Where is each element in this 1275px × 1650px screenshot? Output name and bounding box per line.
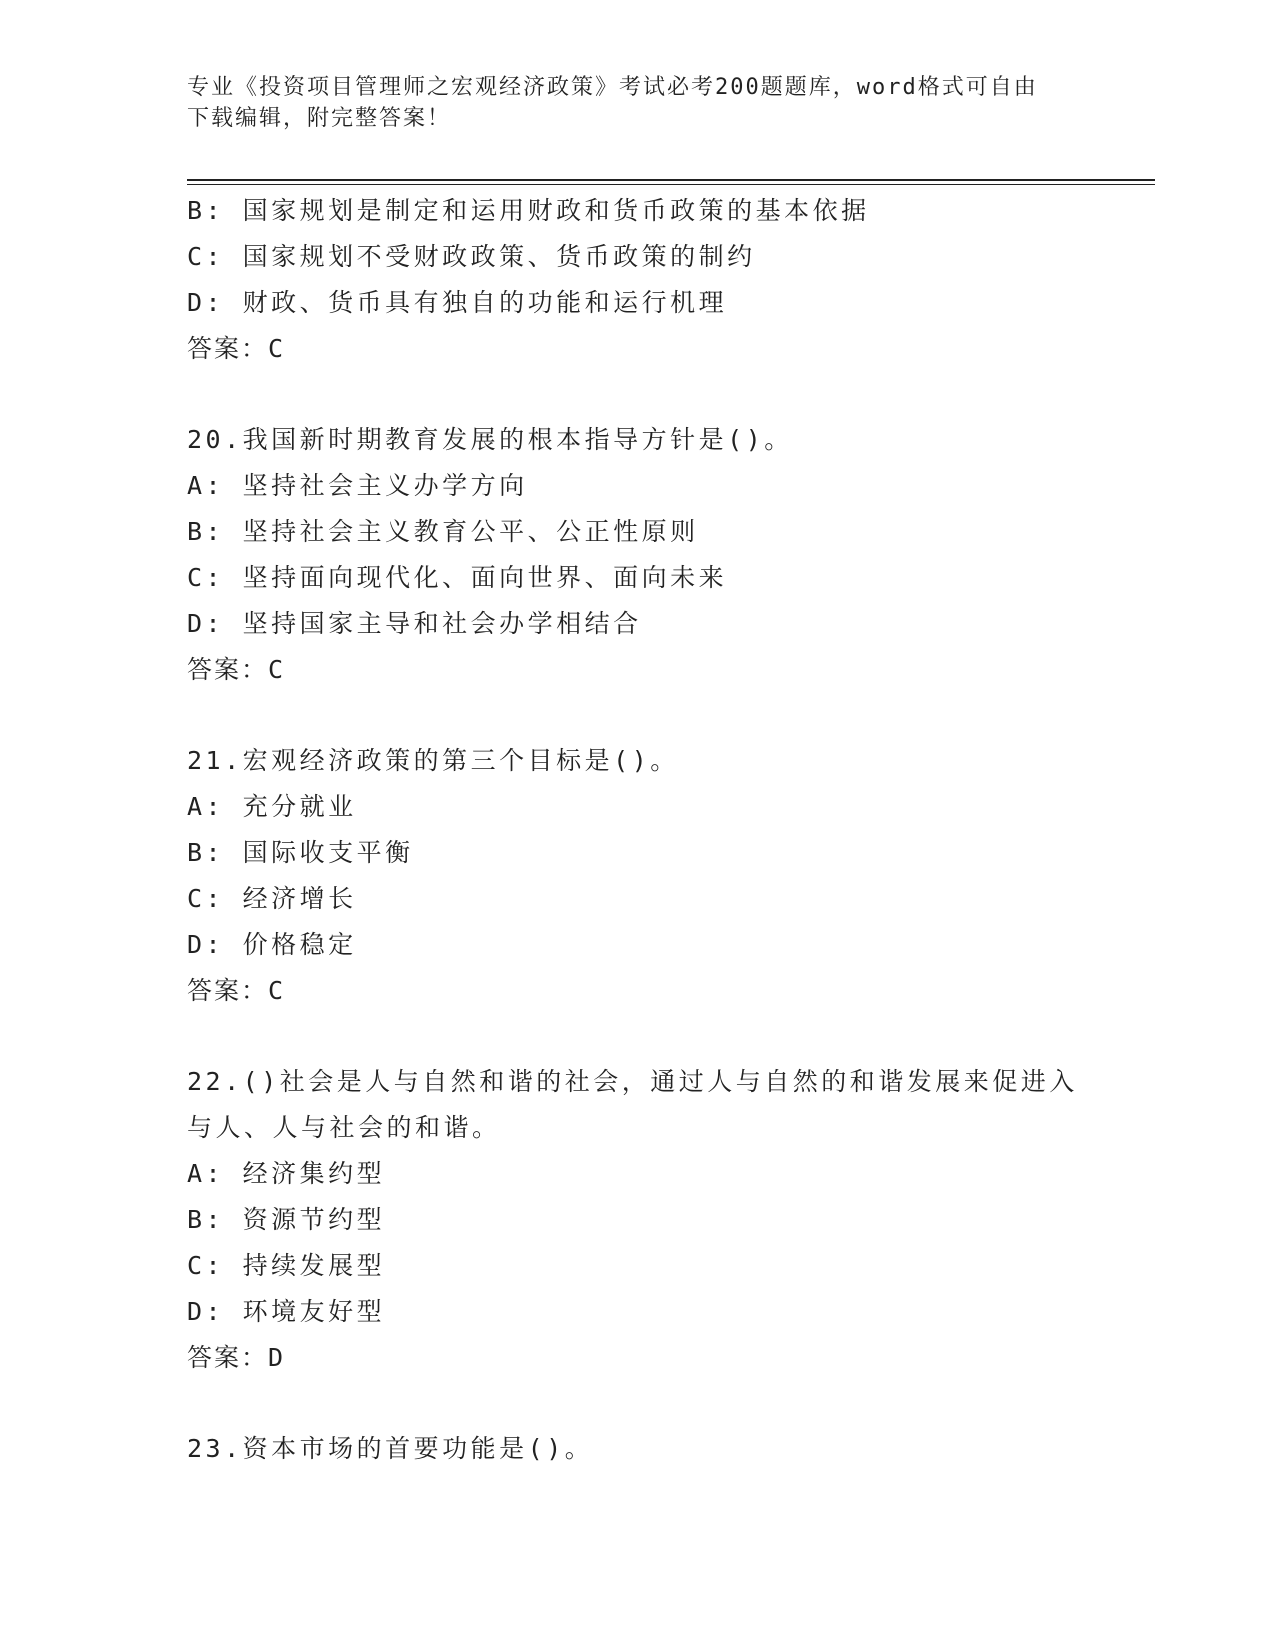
question-stem-continuation: 与人、人与社会的和谐。	[187, 1113, 501, 1142]
option-line	[187, 876, 1147, 922]
header-divider-thin	[187, 184, 1155, 185]
option-letter: A:	[187, 1159, 225, 1188]
option-letter: C:	[187, 242, 225, 271]
option-letter: D:	[187, 288, 225, 317]
document-header	[187, 72, 1067, 134]
question-block	[187, 738, 1147, 1014]
option-text: 坚持面向现代化、面向世界、面向未来	[242, 563, 728, 592]
option-line	[187, 1151, 1147, 1197]
answer-line: 答案：C	[187, 655, 286, 684]
option-text: 国际收支平衡	[242, 838, 414, 867]
option-text: 坚持社会主义办学方向	[242, 471, 528, 500]
option-text: 资源节约型	[242, 1205, 386, 1234]
question-block	[187, 1059, 1147, 1381]
header-divider-thick	[187, 179, 1155, 181]
option-line	[187, 188, 1147, 234]
option-letter: B:	[187, 517, 225, 546]
option-line	[187, 234, 1147, 280]
option-line	[187, 1243, 1147, 1289]
spacer	[187, 372, 1147, 417]
option-line	[187, 463, 1147, 509]
option-text: 持续发展型	[242, 1251, 386, 1280]
option-text: 坚持国家主导和社会办学相结合	[242, 609, 642, 638]
option-letter: C:	[187, 884, 225, 913]
option-letter: A:	[187, 471, 225, 500]
option-letter: C:	[187, 563, 225, 592]
option-line	[187, 922, 1147, 968]
header-line: 下载编辑，附完整答案！	[187, 106, 452, 131]
option-line	[187, 280, 1147, 326]
option-line	[187, 1289, 1147, 1335]
question-stem: 22.()社会是人与自然和谐的社会，通过人与自然的和谐发展来促进入	[187, 1067, 1078, 1096]
spacer	[187, 1381, 1147, 1426]
option-letter: B:	[187, 196, 225, 225]
option-text: 坚持社会主义教育公平、公正性原则	[242, 517, 699, 546]
option-text: 环境友好型	[242, 1297, 386, 1326]
option-letter: C:	[187, 1251, 225, 1280]
answer-line: 答案：C	[187, 976, 286, 1005]
option-line	[187, 601, 1147, 647]
header-line: 专业《投资项目管理师之宏观经济政策》考试必考200题题库，word格式可自由	[187, 75, 1038, 100]
question-stem: 20.我国新时期教育发展的根本指导方针是()。	[187, 425, 793, 454]
option-letter: B:	[187, 838, 225, 867]
option-line	[187, 1197, 1147, 1243]
option-text: 国家规划是制定和运用财政和货币政策的基本依据	[242, 196, 870, 225]
answer-line: 答案：C	[187, 334, 286, 363]
option-line	[187, 509, 1147, 555]
spacer	[187, 693, 1147, 738]
option-letter: A:	[187, 792, 225, 821]
question-block	[187, 1426, 1147, 1472]
option-text: 财政、货币具有独自的功能和运行机理	[242, 288, 728, 317]
question-partial	[187, 188, 1147, 372]
spacer	[187, 1014, 1147, 1059]
option-letter: D:	[187, 1297, 225, 1326]
option-text: 经济增长	[242, 884, 357, 913]
question-stem: 21.宏观经济政策的第三个目标是()。	[187, 746, 679, 775]
option-text: 经济集约型	[242, 1159, 386, 1188]
question-block	[187, 417, 1147, 693]
option-letter: D:	[187, 609, 225, 638]
answer-line: 答案：D	[187, 1343, 286, 1372]
option-line	[187, 555, 1147, 601]
option-line	[187, 830, 1147, 876]
option-text: 充分就业	[242, 792, 357, 821]
option-letter: B:	[187, 1205, 225, 1234]
option-letter: D:	[187, 930, 225, 959]
option-text: 国家规划不受财政政策、货币政策的制约	[242, 242, 756, 271]
question-list	[187, 188, 1147, 1472]
option-text: 价格稳定	[242, 930, 357, 959]
question-stem: 23.资本市场的首要功能是()。	[187, 1434, 594, 1463]
option-line	[187, 784, 1147, 830]
